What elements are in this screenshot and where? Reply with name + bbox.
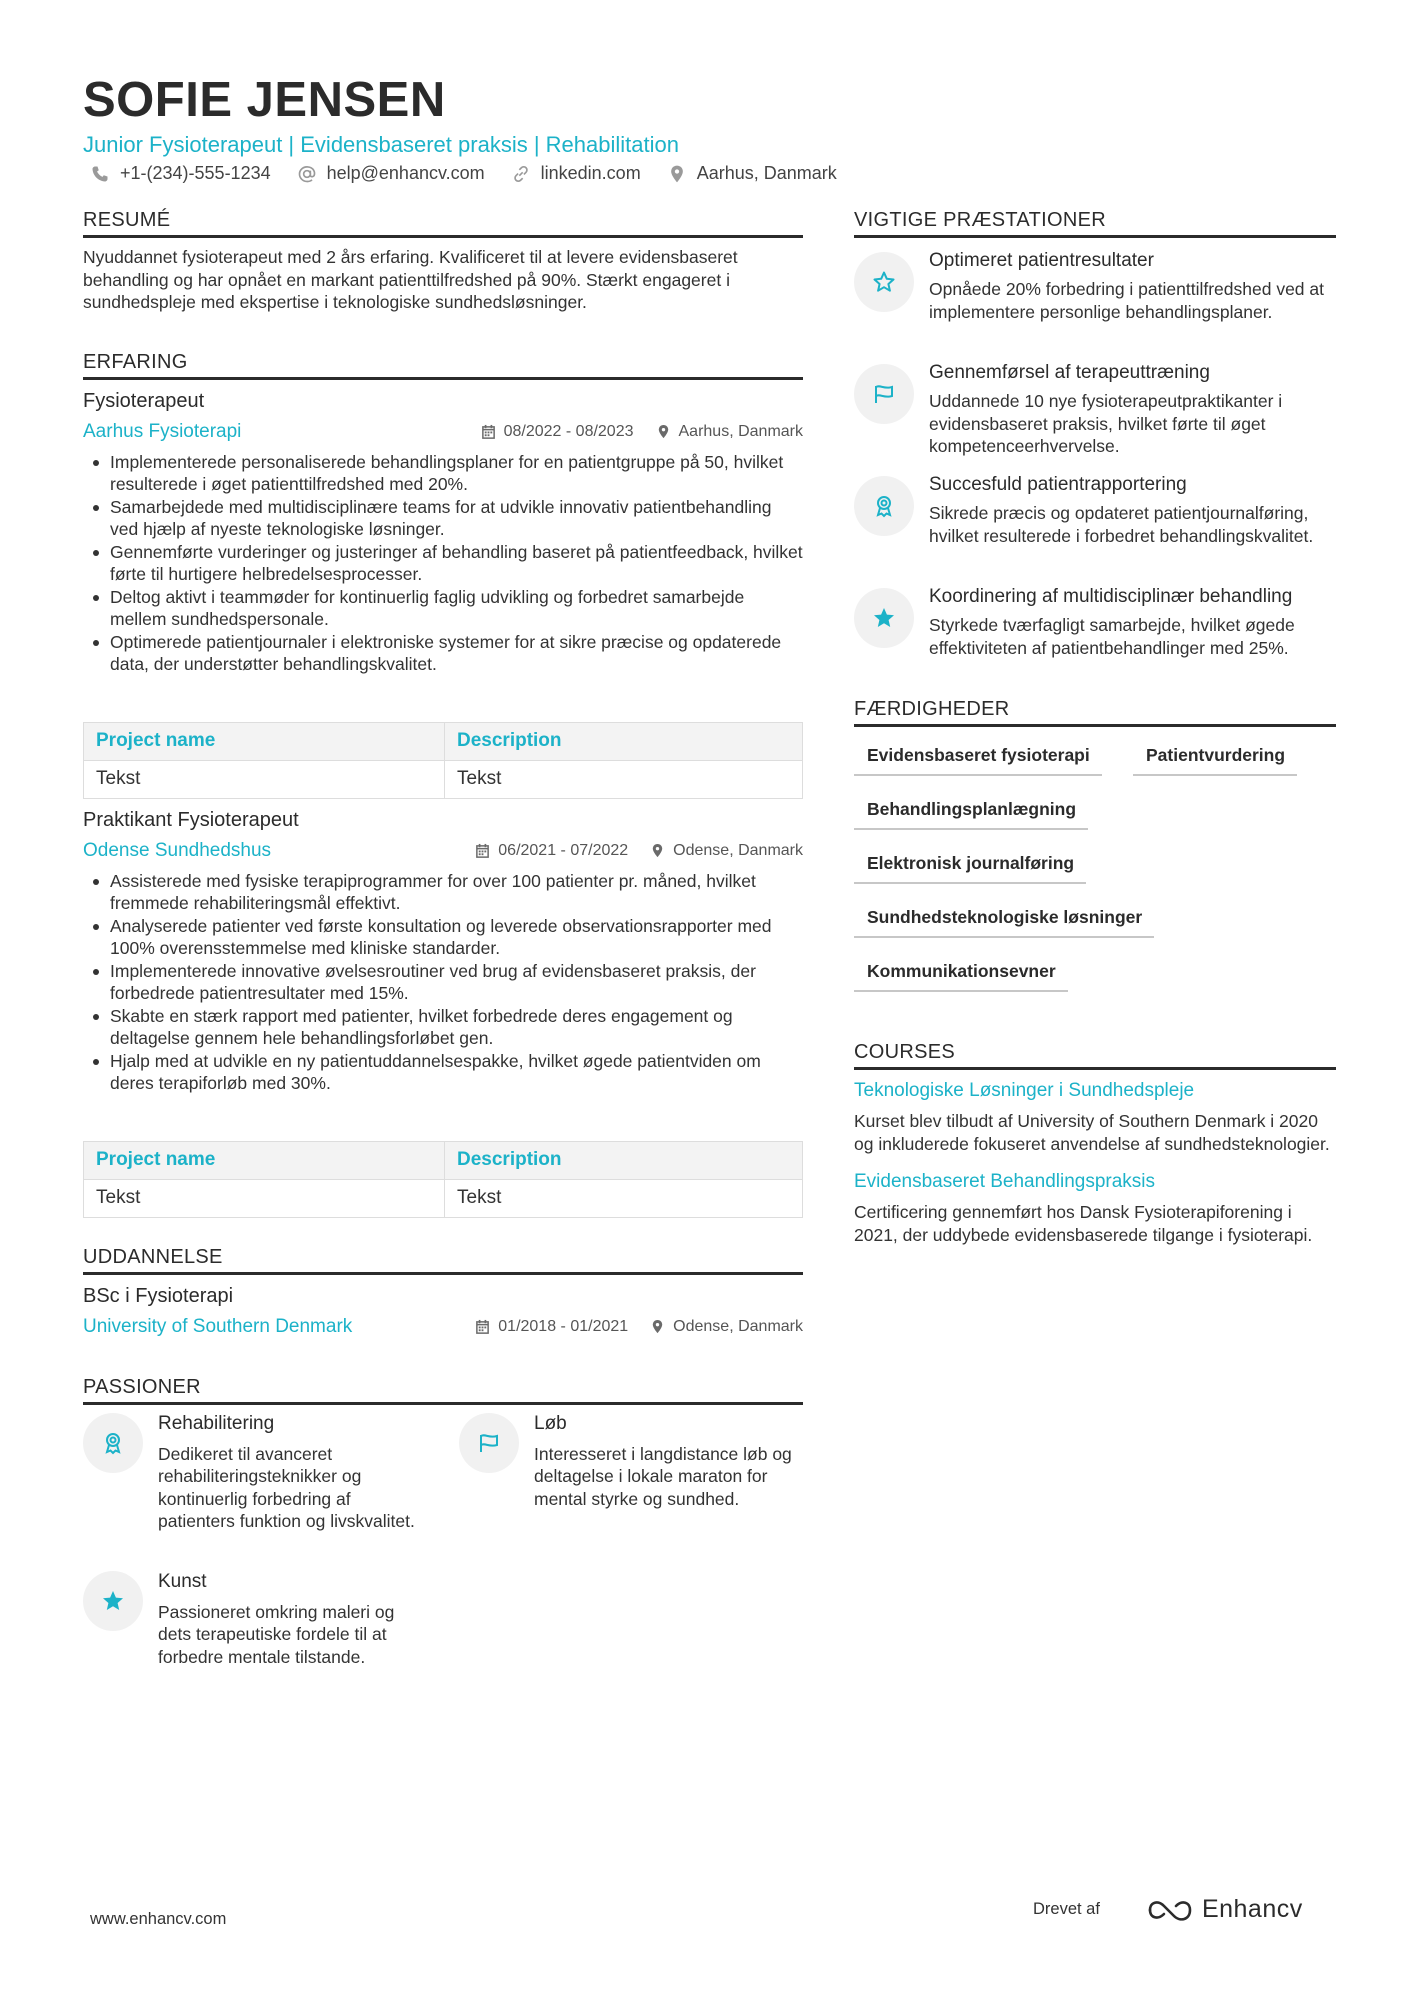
job-meta-row	[83, 840, 803, 862]
job-bullets	[83, 870, 803, 1095]
achievement-desc: Sikrede præcis og opdateret patientjournalføring, hvilket resulterede i forbedret behandlingskvalitet.	[929, 503, 1314, 546]
job-dates-text: 08/2022 - 08/2023	[503, 422, 634, 440]
job-bullet: Hjalp med at udvikle en ny patientuddannelsespakke, hvilket øgede patientviden om deres terapiforløb med 30%.	[83, 1050, 803, 1095]
job-role: Fysioterapeut	[83, 389, 205, 412]
location-icon	[656, 424, 671, 439]
job-bullet: Skabte en stærk rapport med patienter, hvilket forbedrede deres engagement og deltagelse gennem hele behandlingsforløbet gen.	[83, 1005, 803, 1050]
achievement-icon-circle	[854, 588, 914, 648]
star-icon	[101, 1589, 125, 1613]
candidate-title: Junior Fysioterapeut | Evidensbaseret praksis | Rehabilitation	[83, 132, 679, 157]
made-by-text: Drevet af	[1033, 1900, 1100, 1918]
passion-text	[534, 1413, 804, 1511]
job-entry	[83, 390, 803, 799]
phone-text: +1-(234)-555-1234	[120, 163, 271, 183]
achievement-icon-circle	[854, 476, 914, 536]
job-bullet: Assisterede med fysiske terapiprogrammer for over 100 patienter pr. måned, hvilket fremmede rehabiliteringsmål effektivt.	[83, 870, 803, 915]
contact-email[interactable]	[297, 163, 485, 184]
project-table	[83, 1141, 803, 1218]
job-company: Aarhus Fysioterapi	[83, 420, 242, 442]
passion-icon-circle	[83, 1571, 143, 1631]
contact-linkedin[interactable]	[511, 163, 641, 184]
education-dates	[475, 1318, 628, 1336]
calendar-icon	[475, 843, 490, 858]
skill-tag: Elektronisk journalføring	[854, 853, 1086, 884]
footer-brand	[1033, 1895, 1303, 1924]
summary-heading: RESUMÉ	[83, 209, 803, 238]
achievement-item	[854, 250, 1336, 362]
passion-desc: Dedikeret til avanceret rehabiliteringsteknikker og kontinuerlig forbedring af patienters funktion og livskvalitet.	[158, 1443, 415, 1531]
passion-desc: Interesseret i langdistance løb og deltagelse i lokale maraton for mental styrke og sundhed.	[534, 1443, 792, 1509]
flag-icon	[872, 382, 896, 406]
course-desc: Kurset blev tilbudt af University of Southern Denmark i 2020 og inkluderede fokuseret anvendelse af sundhedsteknologier.	[854, 1111, 1330, 1154]
education-meta-row	[83, 1316, 803, 1338]
education-location-text: Odense, Danmark	[673, 1317, 803, 1335]
achievement-icon-circle	[854, 252, 914, 312]
job-bullets	[83, 451, 803, 676]
project-table-header	[84, 1141, 803, 1179]
project-table-header	[84, 722, 803, 760]
left-column	[83, 209, 803, 1683]
achievements-list	[854, 250, 1336, 698]
brand-name: Enhancv	[1201, 1895, 1303, 1923]
education-heading: UDDANNELSE	[83, 1246, 803, 1275]
email-text: help@enhancv.com	[326, 163, 485, 183]
skill-tag: Evidensbaseret fysioterapi	[854, 745, 1102, 776]
achievement-text	[929, 250, 1339, 323]
summary-text: Nyuddannet fysioterapeut med 2 års erfaring. Kvalificeret til at levere evidensbaseret behandling og har opnået en markant patienttilfredshed på 90%. Stærkt engageret i sundhedspleje med ekspertise i teknologiske sundhedsløsninger.	[83, 247, 738, 312]
linkedin-text: linkedin.com	[540, 163, 641, 183]
passion-title: Rehabilitering	[158, 1412, 275, 1434]
footer-website[interactable]: www.enhancv.com	[90, 1910, 227, 1928]
job-bullet: Implementerede innovative øvelsesroutiner ved brug af evidensbaseret praksis, der forbedrede patientresultater med 15%.	[83, 960, 803, 1005]
experience-section	[83, 351, 803, 1218]
job-company: Odense Sundhedshus	[83, 839, 272, 861]
location-icon	[650, 843, 665, 858]
achievement-text	[929, 474, 1339, 547]
achievement-item	[854, 474, 1336, 586]
job-location	[656, 423, 804, 441]
table-row	[84, 760, 803, 798]
description-header: Description	[445, 722, 803, 760]
job-location	[650, 842, 803, 860]
star-outline-icon	[872, 270, 896, 294]
course-title: Evidensbaseret Behandlingspraksis	[854, 1171, 1156, 1192]
achievements-section	[854, 209, 1336, 698]
contact-location	[667, 163, 837, 184]
job-dates	[481, 423, 634, 441]
project-name-cell: Tekst	[84, 1179, 445, 1217]
achievement-title: Koordinering af multidisciplinær behandling	[929, 586, 1293, 607]
calendar-icon	[475, 1319, 490, 1334]
courses-section	[854, 1041, 1336, 1246]
education-section	[83, 1246, 803, 1338]
achievement-icon-circle	[854, 364, 914, 424]
award-icon	[872, 494, 896, 518]
candidate-name: SOFIE JENSEN	[83, 73, 446, 127]
passion-icon-circle	[83, 1413, 143, 1473]
job-location-text: Aarhus, Danmark	[678, 422, 803, 440]
achievement-title: Succesfuld patientrapportering	[929, 474, 1187, 495]
passions-heading: PASSIONER	[83, 1376, 803, 1405]
skills-heading: FÆRDIGHEDER	[854, 698, 1336, 727]
job-location-text: Odense, Danmark	[673, 841, 803, 859]
passions-section	[83, 1376, 803, 1683]
at-icon	[297, 164, 317, 184]
passion-desc: Passioneret omkring maleri og dets terapeutiske fordele til at forbedre mentale tilstande.	[158, 1601, 395, 1667]
courses-heading: COURSES	[854, 1041, 1336, 1070]
experience-heading: ERFARING	[83, 351, 803, 380]
skill-tag: Behandlingsplanlægning	[854, 799, 1088, 830]
project-name-header: Project name	[84, 1141, 445, 1179]
job-bullet: Optimerede patientjournaler i elektroniske systemer for at sikre præcise og opdaterede data, der understøtter behandlingskvalitet.	[83, 631, 803, 676]
job-entry	[83, 809, 803, 1218]
achievement-item	[854, 362, 1336, 474]
flag-icon	[477, 1431, 501, 1455]
project-name-header: Project name	[84, 722, 445, 760]
contact-row	[90, 163, 863, 184]
education-dates-text: 01/2018 - 01/2021	[498, 1317, 629, 1335]
achievement-item	[854, 586, 1336, 698]
job-bullet: Gennemførte vurderinger og justeringer af behandling baseret på patientfeedback, hvilket førte til hurtigere helbredelsesprocesser.	[83, 541, 803, 586]
enhancv-logo-icon	[1146, 1896, 1194, 1924]
education-degree: BSc i Fysioterapi	[83, 1284, 234, 1307]
table-row	[84, 1179, 803, 1217]
skills-section	[854, 698, 1336, 1007]
location-icon	[667, 164, 687, 184]
star-icon	[872, 606, 896, 630]
job-bullet: Deltog aktivt i teammøder for kontinuerlig faglig udvikling og forbedret samarbejde mellem sundhedspersonale.	[83, 586, 803, 631]
link-icon	[511, 164, 531, 184]
job-role: Praktikant Fysioterapeut	[83, 808, 299, 831]
passion-icon-circle	[459, 1413, 519, 1473]
achievements-heading: VIGTIGE PRÆSTATIONER	[854, 209, 1336, 238]
location-text: Aarhus, Danmark	[696, 163, 837, 183]
contact-phone	[90, 163, 271, 184]
education-school: University of Southern Denmark	[83, 1315, 353, 1337]
job-bullet: Implementerede personaliserede behandlingsplaner for en patientgruppe på 50, hvilket resulterede i øget patienttilfredshed med 20%.	[83, 451, 803, 496]
skill-tag: Kommunikationsevner	[854, 961, 1068, 992]
passion-text	[158, 1413, 428, 1533]
achievement-text	[929, 586, 1339, 659]
achievement-desc: Uddannede 10 nye fysioterapeutpraktikanter i evidensbaseret praksis, hvilket førte til øget kompetenceerhvervelse.	[929, 391, 1283, 456]
achievement-title: Gennemførsel af terapeuttræning	[929, 362, 1210, 383]
skills-list	[854, 737, 1336, 1007]
passion-text	[158, 1571, 428, 1669]
achievement-text	[929, 362, 1339, 458]
brand-logo[interactable]	[1146, 1895, 1303, 1924]
right-column	[854, 209, 1336, 1246]
achievement-desc: Styrkede tværfagligt samarbejde, hvilket øgede effektiviteten af patientbehandlinger med 25%.	[929, 615, 1295, 658]
passion-title: Kunst	[158, 1570, 207, 1592]
description-cell: Tekst	[445, 1179, 803, 1217]
achievement-desc: Opnåede 20% forbedring i patienttilfredshed ved at implementere personlige behandlingsplaner.	[929, 279, 1324, 322]
skill-tag: Sundhedsteknologiske løsninger	[854, 907, 1154, 938]
skill-tag: Patientvurdering	[1133, 745, 1297, 776]
course-desc: Certificering gennemført hos Dansk Fysioterapiforening i 2021, der uddybede evidensbaserede tilgange i fysioterapi.	[854, 1202, 1313, 1245]
job-bullet: Samarbejdede med multidisciplinære teams for at udvikle innovativ patientbehandling ved hjælp af nyeste teknologiske løsninger.	[83, 496, 803, 541]
job-bullet: Analyserede patienter ved første konsultation og leverede observationsrapporter med 100% overensstemmelse med kliniske standarder.	[83, 915, 803, 960]
passions-grid	[83, 1413, 803, 1683]
description-header: Description	[445, 1141, 803, 1179]
job-dates	[475, 842, 628, 860]
description-cell: Tekst	[445, 760, 803, 798]
project-name-cell: Tekst	[84, 760, 445, 798]
phone-icon	[90, 164, 110, 184]
job-meta-row	[83, 421, 803, 443]
project-table	[83, 722, 803, 799]
passion-title: Løb	[534, 1412, 567, 1434]
education-location	[650, 1318, 803, 1336]
location-icon	[650, 1319, 665, 1334]
course-title: Teknologiske Løsninger i Sundhedspleje	[854, 1080, 1195, 1101]
calendar-icon	[481, 424, 496, 439]
achievement-title: Optimeret patientresultater	[929, 250, 1154, 271]
summary-section	[83, 209, 803, 314]
job-dates-text: 06/2021 - 07/2022	[498, 841, 629, 859]
award-icon	[101, 1431, 125, 1455]
